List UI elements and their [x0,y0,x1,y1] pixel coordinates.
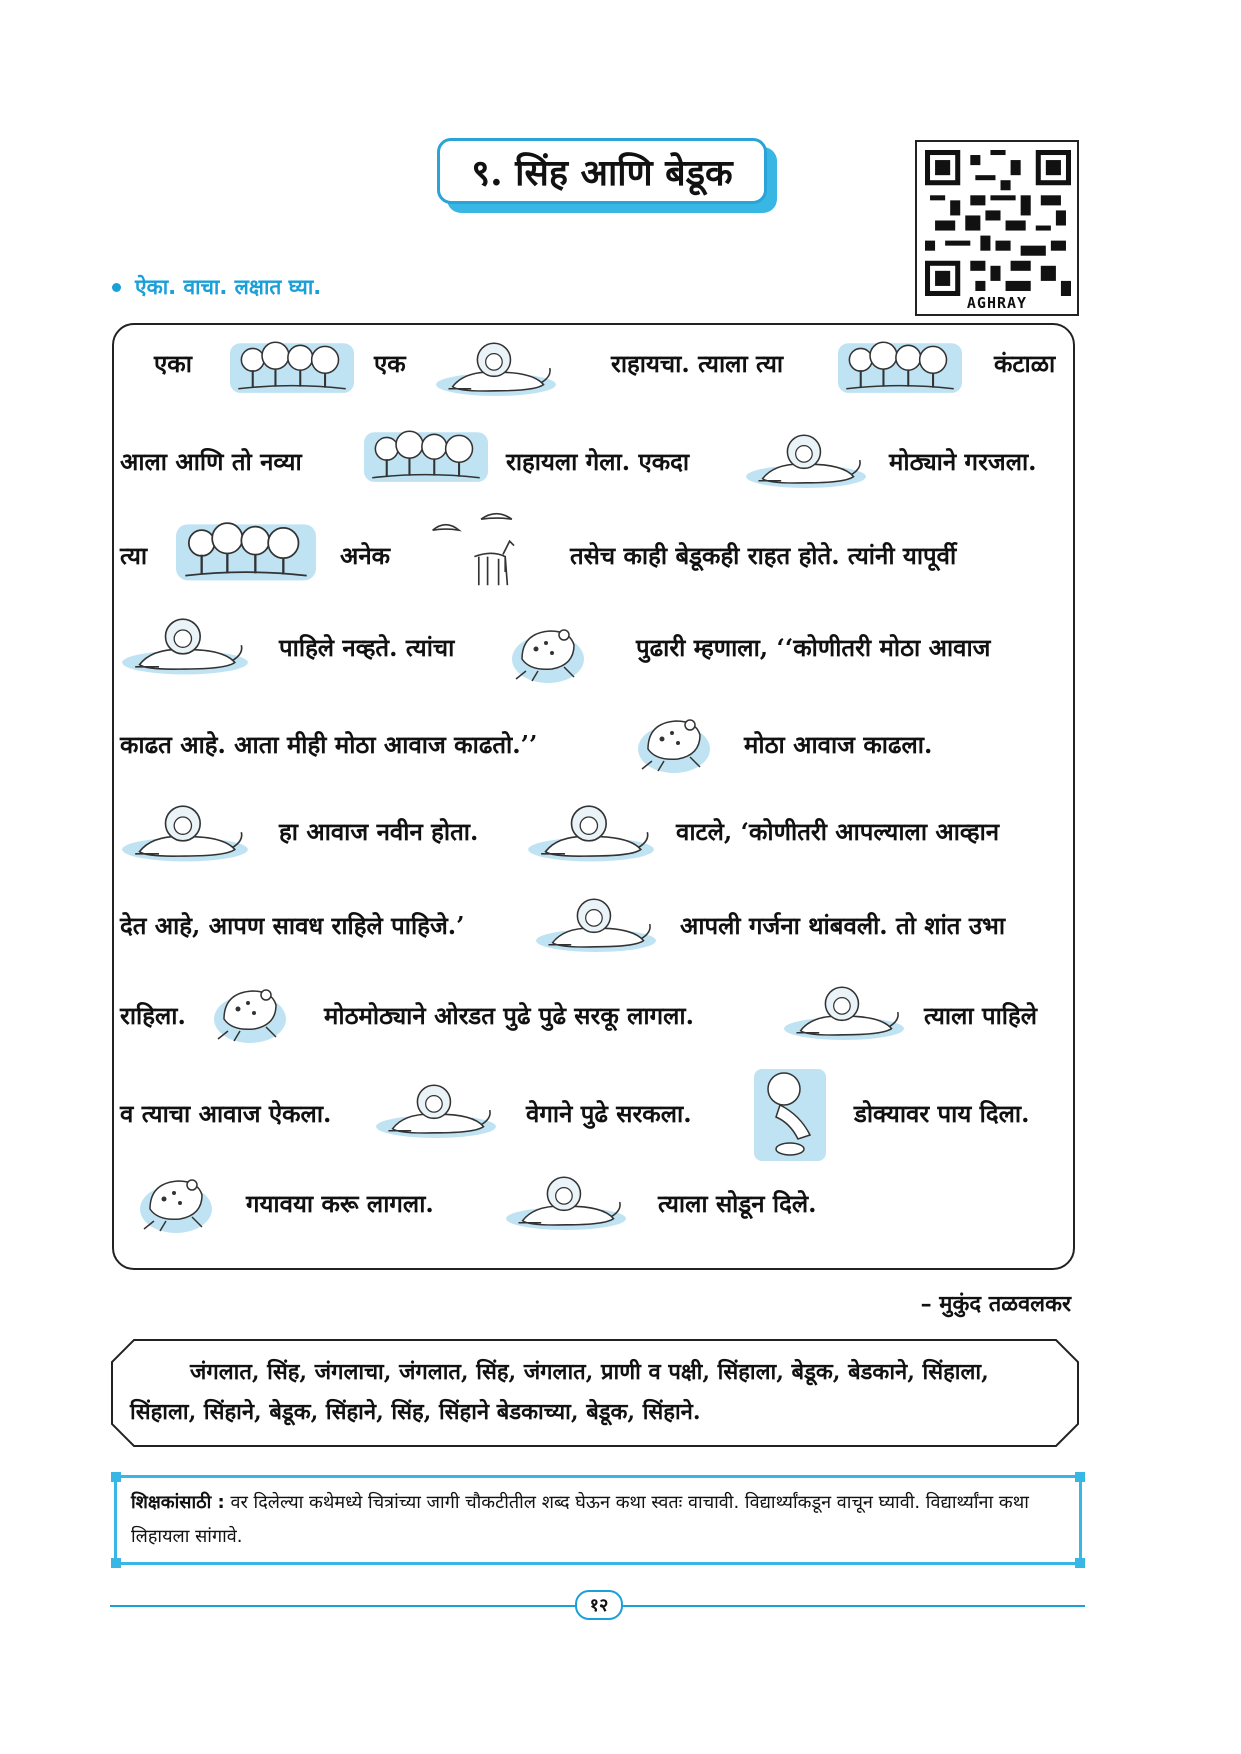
lion-picture [434,335,558,397]
forest-picture [838,335,962,397]
lion-picture [504,1169,628,1231]
teacher-note-body: वर दिलेल्या कथेमध्ये चित्रांच्या जागी चौकटीतील शब्द घेऊन कथा स्वतः वाचावी. विद्यार्थ्यांकडून वाचून घ्यावी. विद्यार्थ्यांना कथा लिहायला सांगावे. [131,1492,1029,1547]
frog-picture [136,1165,216,1235]
frog-picture [210,975,290,1045]
word-bank-box [110,1338,1080,1448]
page-title-text: ९. सिंह आणि बेडूक [471,151,733,194]
page-title [437,138,767,204]
lion-picture [744,427,868,489]
qr-code-icon [925,150,1071,296]
word-bank-text: जंगलात, सिंह, जंगलाचा, जंगलात, सिंह, जंगलात, प्राणी व पक्षी, सिंहाला, बेडूक, बेडकाने, सिंहाला, सिंहाला, सिंहाने, बेडूक, सिंहाने, सिंह, सिंहाने बेडकाच्या, बेडूक, सिंहाने. [130,1359,989,1425]
story-word: राहायला गेला. एकदा [506,447,690,476]
animals-birds-picture [426,505,536,595]
note-corner [111,1472,121,1482]
note-corner [111,1558,121,1568]
bullet-icon [112,283,121,292]
story-word: मोठा आवाज काढला. [744,730,933,759]
story-word: राहायचा. त्याला त्या [611,349,784,378]
instruction-text: ऐका. वाचा. लक्षात घ्या. [135,275,322,299]
story-word: वेगाने पुढे सरकला. [526,1099,692,1128]
story-word: पुढारी म्हणाला, ‘‘कोणीतरी मोठा आवाज [636,633,991,662]
note-corner [1075,1558,1085,1568]
story-word: एका [154,349,192,378]
page-number [575,1590,623,1620]
story-word: पाहिले नव्हते. त्यांचा [279,633,455,662]
story-word: व त्याचा आवाज ऐकला. [120,1099,332,1128]
story-word: वाटले, ‘कोणीतरी आपल्याला आव्हान [676,817,1000,846]
lion-foot-on-frog-picture [750,1065,830,1165]
page-number-text: १२ [589,1595,609,1616]
note-corner [1075,1472,1085,1482]
frog-picture [508,615,588,685]
lion-picture [374,1077,498,1139]
story-word: मोठमोठ्याने ओरडत पुढे पुढे सरकू लागला. [324,1001,694,1030]
story-word: गयावया करू लागला. [246,1189,434,1218]
forest-picture [230,335,354,397]
story-word: देत आहे, आपण सावध राहिले पाहिजे.’ [120,911,465,940]
lion-picture [120,610,250,676]
author: – मुकुंद तळवलकर [920,1291,1071,1317]
forest-picture [364,420,488,490]
story-word: मोठ्याने गरजला. [889,447,1037,476]
teacher-note-box [114,1475,1082,1565]
story-word: हा आवाज नवीन होता. [279,817,479,846]
story-word: आपली गर्जना थांबवली. तो शांत उभा [680,911,1006,940]
story-word: राहिला. [120,1001,186,1030]
teacher-note-text [131,1486,1061,1554]
qr-code[interactable] [915,140,1079,316]
story-word: त्याला सोडून दिले. [658,1189,817,1218]
story-word: कंटाळा [994,349,1056,378]
qr-caption: AGHRAY [966,294,1028,312]
story-box [112,323,1075,1270]
teacher-note-label: शिक्षकांसाठी : [131,1492,225,1513]
story-word: अनेक [340,541,391,570]
story-word: त्याला पाहिले [924,1001,1038,1030]
story-word: तसेच काही बेडूकही राहत होते. त्यांनी यापूर्वी [570,541,957,570]
story-word: एक [374,349,406,378]
lion-picture [534,891,658,953]
lion-picture [120,797,250,863]
story-word: काढत आहे. आता मीही मोठा आवाज काढतो.’’ [120,730,538,759]
lion-picture [782,979,906,1041]
frog-picture [634,705,714,775]
story-word: आला आणि तो नव्या [120,447,302,476]
story-word: त्या [120,541,148,570]
story-word: डोक्यावर पाय दिला. [854,1099,1030,1128]
instruction [112,273,321,301]
forest-picture [176,510,316,590]
lion-picture [526,797,656,863]
